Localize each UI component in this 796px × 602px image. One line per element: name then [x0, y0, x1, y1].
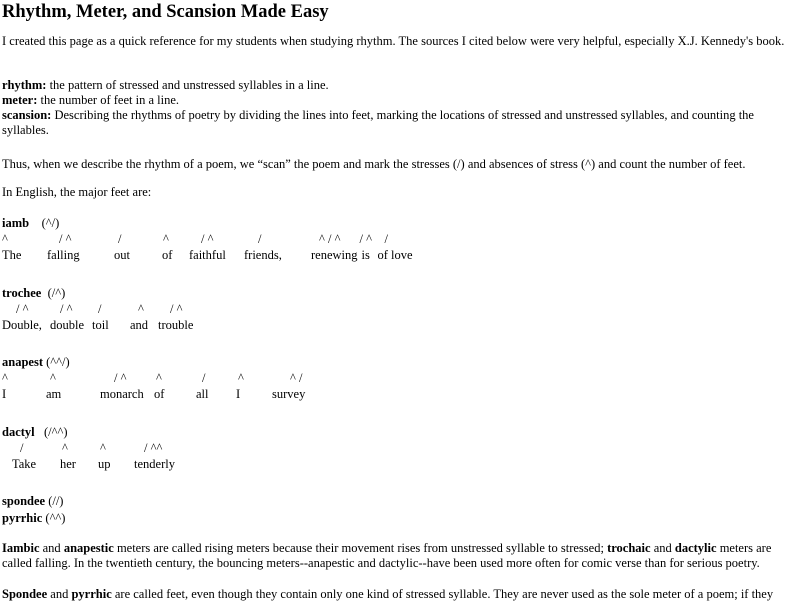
foot-name: dactyl — [2, 425, 35, 439]
definition-term: rhythm: — [2, 78, 47, 92]
term: pyrrhic — [71, 587, 112, 601]
scansion-table-anapest — [0, 371, 307, 402]
stress-mark: / ^ — [201, 232, 214, 246]
scanned-word: Take — [12, 457, 37, 471]
definitions — [2, 78, 792, 138]
term: anapestic — [63, 541, 114, 555]
foot-pattern: (^^) — [45, 511, 66, 525]
definition-term: meter: — [2, 93, 38, 107]
scanned-word: I — [2, 387, 7, 401]
scanned-word: friends, — [244, 248, 282, 262]
scanned-word: monarch — [100, 387, 144, 401]
text: and — [47, 587, 72, 601]
definition-text: the number of feet in a line. — [37, 93, 180, 107]
intro-paragraph: I created this page as a quick reference for my students when studying rhythm. The sources I cited below were very helpful, especially X.J. Kennedy's book. — [2, 34, 785, 48]
stress-mark: ^ — [62, 441, 68, 455]
foot-name: spondee — [2, 494, 46, 508]
page-title: Rhythm, Meter, and Scansion Made Easy — [2, 2, 329, 22]
definition-text: Describing the rhythms of poetry by dividing the lines into feet, marking the locations of stressed and unstressed syllables, and counting the syllables. — [2, 108, 754, 137]
scanned-word: renewing — [311, 248, 358, 262]
scanned-word: double — [50, 318, 85, 332]
definition-text: the pattern of stressed and unstressed syllables in a line. — [46, 78, 329, 92]
stress-mark: / ^ — [59, 232, 72, 246]
scanned-word: tenderly — [134, 457, 175, 471]
stress-mark: ^ — [138, 302, 144, 316]
stress-mark: ^ — [100, 441, 106, 455]
stress-mark: / — [202, 371, 206, 385]
stress-mark: / — [118, 232, 122, 246]
scanned-word: and — [130, 318, 149, 332]
major-feet-intro: In English, the major feet are: — [2, 185, 152, 199]
scan-explanation: Thus, when we describe the rhythm of a poem, we “scan” the poem and mark the stresses (/) and absences of stress (^) and count the number of feet. — [2, 157, 746, 171]
scanned-word: falling — [47, 248, 80, 262]
scanned-word: I — [236, 387, 241, 401]
definition-scansion — [2, 108, 792, 138]
definition-term: scansion: — [2, 108, 52, 122]
scanned-word: toil — [92, 318, 109, 332]
stress-mark: / — [20, 441, 24, 455]
term: trochaic — [607, 541, 651, 555]
term: Iambic — [2, 541, 40, 555]
foot-pattern: (/^^) — [44, 425, 68, 439]
text: and — [39, 541, 64, 555]
stress-mark: / ^ — [16, 302, 29, 316]
foot-pattern: (/^) — [47, 286, 66, 300]
text: are called feet, even though they contain only one kind of stressed syllable. They are never used as the sole meter of a poem; if they — [111, 587, 774, 601]
scansion-table-iamb — [0, 232, 415, 263]
foot-heading-iamb — [2, 216, 792, 231]
term: dactylic — [674, 541, 717, 555]
foot-pattern: (//) — [48, 494, 64, 508]
foot-heading-spondee — [2, 494, 792, 509]
foot-heading-pyrrhic — [2, 511, 792, 526]
foot-pattern: (^/) — [41, 216, 60, 230]
stress-mark: ^ — [156, 371, 162, 385]
definition-rhythm — [2, 78, 792, 93]
scanned-word: of love — [377, 248, 413, 262]
scanned-word: Double, — [2, 318, 42, 332]
stress-mark: / ^ — [114, 371, 127, 385]
scanned-word: of — [154, 387, 165, 401]
foot-heading-anapest — [2, 355, 792, 370]
foot-name: pyrrhic — [2, 511, 43, 525]
stress-mark: ^ — [2, 232, 8, 246]
foot-name: anapest — [2, 355, 43, 369]
stress-mark: / ^ — [170, 302, 183, 316]
scanned-word: of — [162, 248, 173, 262]
foot-name: iamb — [2, 216, 30, 230]
text: meters are called rising meters because their movement rises from unstressed syllable to stressed; — [113, 541, 608, 555]
scanned-word: faithful — [189, 248, 226, 262]
stress-mark: ^ / — [290, 371, 303, 385]
scanned-word: all — [196, 387, 209, 401]
stress-mark: / ^^ — [144, 441, 163, 455]
scansion-table-dactyl — [0, 441, 177, 472]
term: Spondee — [2, 587, 48, 601]
stress-mark: / — [258, 232, 262, 246]
text: meters are called falling. In the twentieth century, the bouncing meters--anapestic and dactylic--have been used more often for comic verse than for serious poetry. — [2, 541, 772, 570]
stress-mark: / — [98, 302, 102, 316]
stress-mark: / ^ — [60, 302, 73, 316]
stress-mark: / — [384, 232, 388, 246]
foot-name: trochee — [2, 286, 42, 300]
stress-mark: ^ — [238, 371, 244, 385]
stress-mark: ^ — [163, 232, 169, 246]
scanned-word: is — [361, 248, 370, 262]
rising-falling-paragraph — [2, 541, 792, 571]
scanned-word: survey — [272, 387, 306, 401]
scansion-table-trochee — [0, 302, 195, 333]
scanned-word: her — [60, 457, 76, 471]
scanned-word: trouble — [158, 318, 194, 332]
scanned-word: up — [98, 457, 111, 471]
foot-heading-trochee — [2, 286, 792, 301]
stress-mark: ^ — [50, 371, 56, 385]
stress-mark: / ^ — [359, 232, 372, 246]
foot-pattern: (^^/) — [46, 355, 70, 369]
stress-mark: ^ / ^ — [319, 232, 341, 246]
scanned-word: The — [2, 248, 22, 262]
text: and — [650, 541, 675, 555]
definition-meter — [2, 93, 792, 108]
foot-heading-dactyl — [2, 425, 792, 440]
scanned-word: am — [46, 387, 62, 401]
scanned-word: out — [114, 248, 130, 262]
stress-mark: ^ — [2, 371, 8, 385]
